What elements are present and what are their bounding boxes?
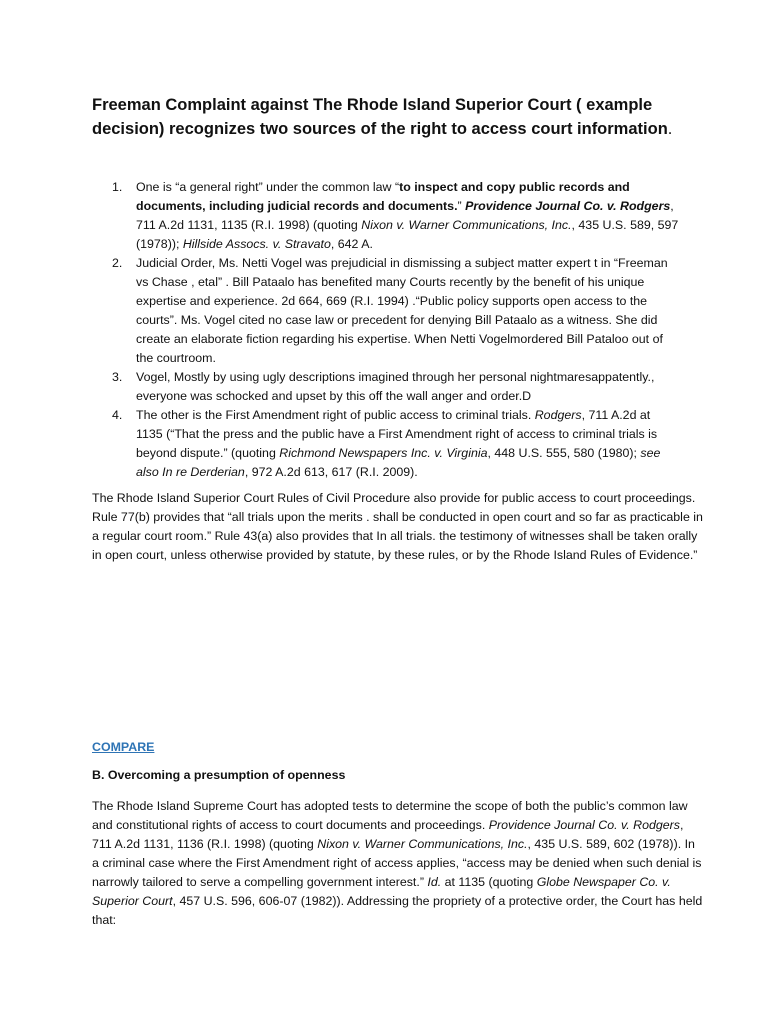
section-b-heading: B. Overcoming a presumption of openness — [92, 768, 346, 782]
text-segment: , 711 A.2d 1131, 1136 (R.I. 1998) (quoting — [92, 818, 684, 851]
text-segment: , 448 U.S. 555, 580 (1980); — [487, 446, 641, 460]
list-item — [92, 406, 680, 482]
list-item-number: 2. — [112, 256, 123, 270]
list-item-number: 3. — [112, 370, 123, 384]
text-segment: to inspect and copy public records and documents, including judicial records and documents. — [136, 180, 630, 213]
text-segment: , 457 U.S. 596, 606-07 (1982)). Addressing the propriety of a protective order, the Court has held that: — [92, 894, 703, 927]
list-item — [92, 178, 680, 254]
text-segment: , 435 U.S. 589, 602 (1978)). In a criminal case where the First Amendment right of access applies, “access may be denied when such denial is narrowly tailored to serve a compelling government interest.” — [92, 837, 702, 889]
list-item-number: 1. — [112, 180, 123, 194]
case-citation: Nixon v. Warner Communications, Inc. — [361, 218, 572, 232]
text-segment: One is “a general right” under the common law “ — [136, 180, 400, 194]
supreme-court-paragraph — [92, 797, 704, 930]
case-citation: Providence Journal Co. v. Rodgers — [488, 818, 680, 832]
list-item-number: 4. — [112, 408, 123, 422]
case-citation: Globe Newspaper Co. v. Superior Court — [92, 875, 671, 908]
numbered-list — [92, 178, 680, 482]
case-citation: Providence Journal Co. v. Rodgers — [465, 199, 671, 213]
case-citation: Rodgers — [534, 408, 582, 422]
case-citation: Id. — [427, 875, 442, 889]
text-segment: Vogel, Mostly by using ugly descriptions imagined through her personal nightmaresappatently., everyone was schocked and upset by this off the wall anger and order.D — [136, 370, 655, 403]
document-title-period: . — [667, 120, 673, 138]
document-title — [92, 93, 692, 141]
text-segment: at 1135 (quoting — [441, 875, 537, 889]
case-citation: see also In re Derderian — [136, 446, 661, 479]
text-segment: , 435 U.S. 589, 597 (1978)); — [136, 218, 679, 251]
case-citation: Richmond Newspapers Inc. v. Virginia — [279, 446, 488, 460]
text-segment: , 711 A.2d 1131, 1135 (R.I. 1998) (quoting — [136, 199, 674, 232]
case-citation: Hillside Assocs. v. Stravato — [182, 237, 331, 251]
document-title-text: Freeman Complaint against The Rhode Island Superior Court ( example decision) recognizes two sources of the right to access court information — [92, 96, 668, 138]
case-citation: Nixon v. Warner Communications, Inc. — [317, 837, 528, 851]
text-segment: , 642 A. — [330, 237, 373, 251]
text-segment: ” — [457, 199, 466, 213]
text-segment: The Rhode Island Supreme Court has adopted tests to determine the scope of both the public’s common law and constitutional rights of access to court documents and proceedings. — [92, 799, 688, 832]
civil-procedure-paragraph: The Rhode Island Superior Court Rules of Civil Procedure also provide for public access to court proceedings. Rule 77(b) provides that “all trials upon the merits . shall be conducted in open court and so far as practicable in a regular court room.” Rule 43(a) also provides that In all trials. the testimony of witnesses shall be taken orally in open court, unless otherwise provided by statute, by these rules, or by the Rhode Island Rules of Evidence.” — [92, 491, 703, 562]
text-segment: , 711 A.2d at 1135 (“That the press and the public have a First Amendment right of access to criminal trials is beyond dispute.” (quoting — [136, 408, 658, 460]
text-segment: Judicial Order, Ms. Netti Vogel was prejudicial in dismissing a subject matter expert t in “Freeman vs Chase , etal” . Bill Pataalo has benefited many Courts recently by the benefit of his unique expertise and experience. 2d 664, 669 (R.I. 1994) .“Public policy supports open access to the courts”. Ms. Vogel cited no case law or precedent for denying Bill Pataalo as a witness. She did create an elaborate fiction regarding his expertise. When Netti Vogelmordered Bill Pataloo out of the courtroom. — [136, 256, 668, 365]
list-item — [92, 368, 680, 406]
text-segment: , 972 A.2d 613, 617 (R.I. 2009). — [244, 465, 418, 479]
list-item — [92, 254, 680, 368]
compare-link[interactable]: COMPARE — [92, 740, 155, 754]
text-segment: The other is the First Amendment right of public access to criminal trials. — [136, 408, 535, 422]
